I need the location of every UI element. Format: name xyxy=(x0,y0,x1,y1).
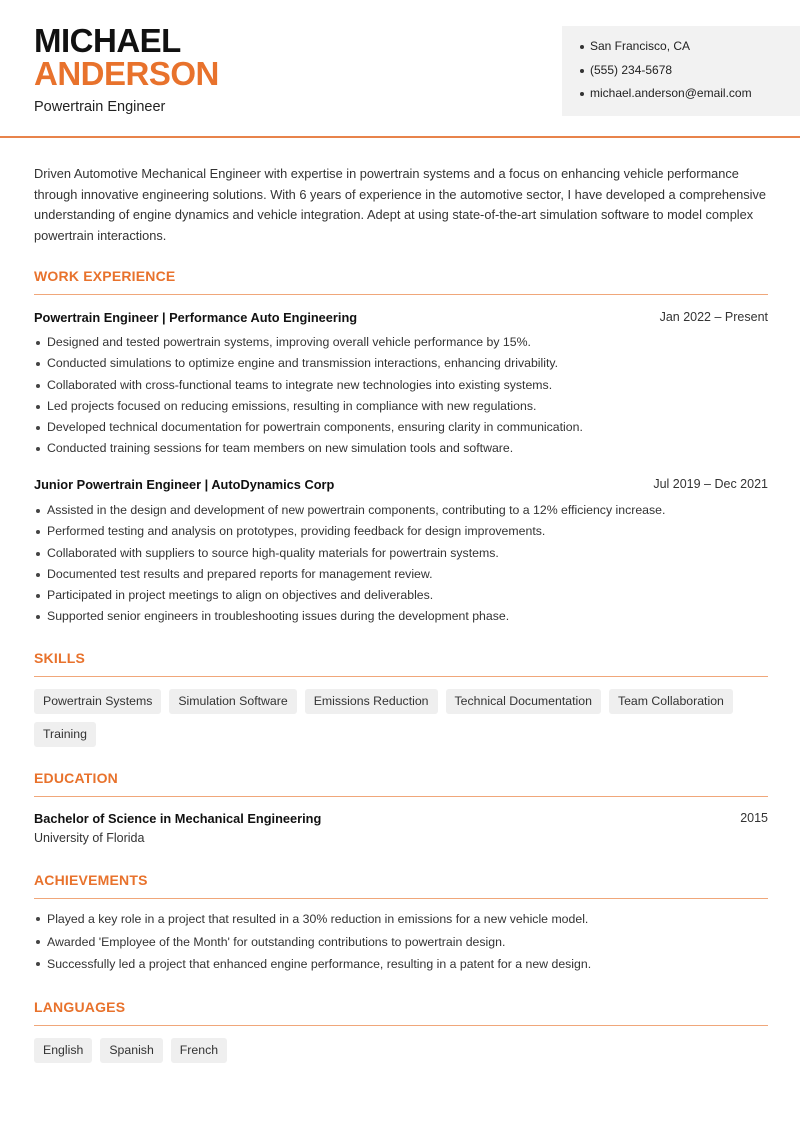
section-divider xyxy=(34,1025,768,1026)
section-title-education: EDUCATION xyxy=(34,770,118,786)
job-bullets xyxy=(34,500,768,628)
list-item: Supported senior engineers in troubleshooting issues during the development phase. xyxy=(34,606,768,627)
section-divider xyxy=(34,294,768,295)
list-item: Collaborated with cross-functional teams to integrate new technologies into existing systems. xyxy=(34,375,768,396)
job-header xyxy=(34,310,768,325)
first-name: MICHAEL xyxy=(34,22,181,59)
job-role: Junior Powertrain Engineer | AutoDynamics Corp xyxy=(34,477,335,492)
achievement-bullets xyxy=(34,908,768,976)
language-tags xyxy=(34,1038,774,1063)
job-dates: Jan 2022 – Present xyxy=(659,310,768,324)
last-name: ANDERSON xyxy=(34,55,219,92)
section-title-languages: LANGUAGES xyxy=(34,999,126,1015)
list-item: Led projects focused on reducing emissions, resulting in compliance with new regulations. xyxy=(34,396,768,417)
list-item: Performed testing and analysis on prototypes, providing feedback for design improvements. xyxy=(34,521,768,542)
skill-tag: Team Collaboration xyxy=(609,689,733,714)
section-divider xyxy=(34,898,768,899)
list-item: Assisted in the design and development of new powertrain components, contributing to a 12% efficiency increase. xyxy=(34,500,768,521)
education-degree: Bachelor of Science in Mechanical Engineering xyxy=(34,811,322,826)
job-dates: Jul 2019 – Dec 2021 xyxy=(653,477,768,491)
skill-tag: Powertrain Systems xyxy=(34,689,161,714)
education-year: 2015 xyxy=(740,811,768,825)
list-item: Conducted simulations to optimize engine and transmission interactions, enhancing drivability. xyxy=(34,353,768,374)
language-tag: French xyxy=(171,1038,227,1063)
skill-tag: Simulation Software xyxy=(169,689,296,714)
skills-tags xyxy=(34,689,774,747)
contact-phone: (555) 234-5678 xyxy=(580,60,800,84)
section-title-skills: SKILLS xyxy=(34,650,85,666)
summary: Driven Automotive Mechanical Engineer with expertise in powertrain systems and a focus on enhancing vehicle performance through innovative engineering solutions. With 6 years of experience in the automotive sector, I have developed a comprehensive understanding of engine dynamics and vehicle integration. Adept at using state-of-the-art simulation software to model complex powertrain interactions. xyxy=(34,166,766,243)
list-item: Successfully led a project that enhanced engine performance, resulting in a patent for a new design. xyxy=(34,953,768,976)
list-item: Participated in project meetings to align on objectives and deliverables. xyxy=(34,585,768,606)
list-item: Awarded 'Employee of the Month' for outstanding contributions to powertrain design. xyxy=(34,931,768,954)
list-item: Played a key role in a project that resulted in a 30% reduction in emissions for a new vehicle model. xyxy=(34,908,768,931)
job-header xyxy=(34,477,768,492)
section-divider xyxy=(34,796,768,797)
education-school: University of Florida xyxy=(34,831,145,845)
section-divider xyxy=(34,676,768,677)
resume-header xyxy=(0,0,800,138)
contact-box xyxy=(562,26,800,116)
contact-location: San Francisco, CA xyxy=(580,36,800,60)
list-item: Documented test results and prepared reports for management review. xyxy=(34,564,768,585)
section-title-work: WORK EXPERIENCE xyxy=(34,268,176,284)
job-title: Powertrain Engineer xyxy=(34,99,166,115)
contact-email[interactable]: michael.anderson@email.com xyxy=(580,83,800,107)
list-item: Designed and tested powertrain systems, improving overall vehicle performance by 15%. xyxy=(34,332,768,353)
list-item: Conducted training sessions for team members on new simulation tools and software. xyxy=(34,438,768,459)
language-tag: English xyxy=(34,1038,92,1063)
skill-tag: Emissions Reduction xyxy=(305,689,438,714)
section-title-achievements: ACHIEVEMENTS xyxy=(34,872,148,888)
list-item: Developed technical documentation for powertrain components, ensuring clarity in communication. xyxy=(34,417,768,438)
list-item: Collaborated with suppliers to source high-quality materials for powertrain systems. xyxy=(34,543,768,564)
language-tag: Spanish xyxy=(100,1038,162,1063)
job-role: Powertrain Engineer | Performance Auto Engineering xyxy=(34,310,358,325)
job-bullets xyxy=(34,332,768,460)
skill-tag: Training xyxy=(34,722,96,747)
skill-tag: Technical Documentation xyxy=(446,689,601,714)
